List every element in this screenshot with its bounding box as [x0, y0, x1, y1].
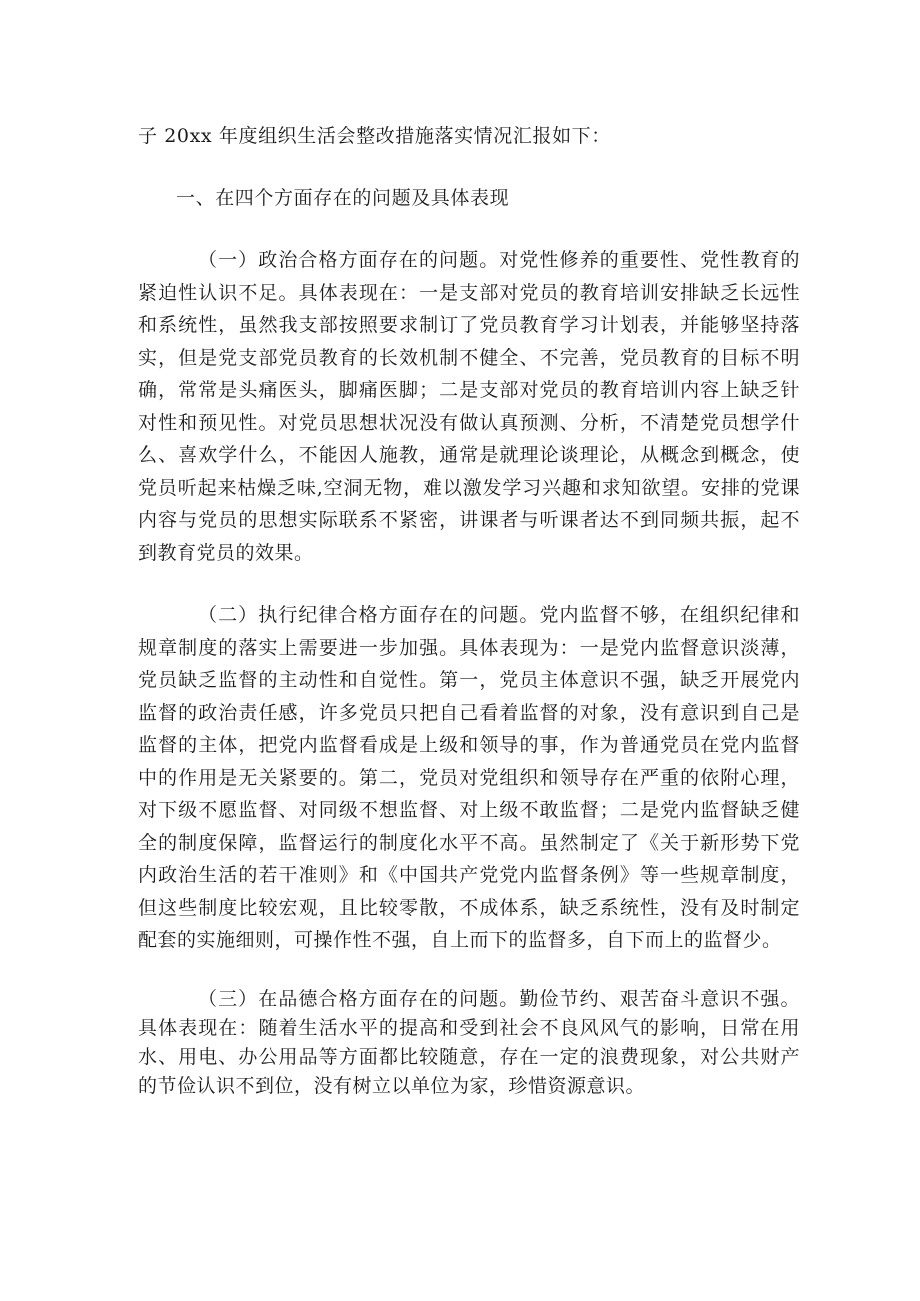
- intro-line: 子 20xx 年度组织生活会整改措施落实情况汇报如下：: [138, 125, 611, 147]
- paragraph-morality: （三）在品德合格方面存在的问题。勤俭节约、艰苦奋斗意识不强。具体表现在：随着生活水平的提高和受到社会不良风风气的影响，日常在用水、用电、办公用品等方面都比较随意，存在一定的浪费现象，对公共财产的节俭认识不到位，没有树立以单位为家，珍惜资源意识。: [138, 987, 800, 1097]
- paragraph-discipline: （二）执行纪律合格方面存在的问题。党内监督不够，在组织纪律和规章制度的落实上需要进一步加强。具体表现为：一是党内监督意识淡薄，党员缺乏监督的主动性和自觉性。第一，党员主体意识不强，缺乏开展党内监督的政治责任感，许多党员只把自己看着监督的对象，没有意识到自己是监督的主体，把党内监督看成是上级和领导的事，作为普通党员在党内监督中的作用是无关紧要的。第二，党员对党组织和领导存在严重的依附心理，对下级不愿监督、对同级不想监督、对上级不敢监督；二是党内监督缺乏健全的制度保障，监督运行的制度化水平不高。虽然制定了《关于新形势下党内政治生活的若干准则》和《中国共产党党内监督条例》等一些规章制度，但这些制度比较宏观，且比较零散，不成体系，缺乏系统性，没有及时制定配套的实施细则，可操作性不强，自上而下的监督多，自下而上的监督少。: [138, 604, 800, 951]
- document-body: [138, 120, 800, 1101]
- section-heading: 一、在四个方面存在的问题及具体表现: [176, 187, 510, 209]
- paragraph-political: （一）政治合格方面存在的问题。对党性修养的重要性、党性教育的紧迫性认识不足。具体表现在：一是支部对党员的教育培训安排缺乏长远性和系统性，虽然我支部按照要求制订了党员教育学习计划表，并能够坚持落实，但是党支部党员教育的长效机制不健全、不完善，党员教育的目标不明确，常常是头痛医头，脚痛医脚；二是支部对党员的教育培训内容上缺乏针对性和预见性。对党员思想状况没有做认真预测、分析，不清楚党员想学什么、喜欢学什么，不能因人施教，通常是就理论谈理论，从概念到概念，使党员听起来枯燥乏味,空洞无物，难以激发学习兴趣和求知欲望。安排的党课内容与党员的思想实际联系不紧密，讲课者与听课者达不到同频共振，起不到教育党员的效果。: [138, 249, 800, 564]
